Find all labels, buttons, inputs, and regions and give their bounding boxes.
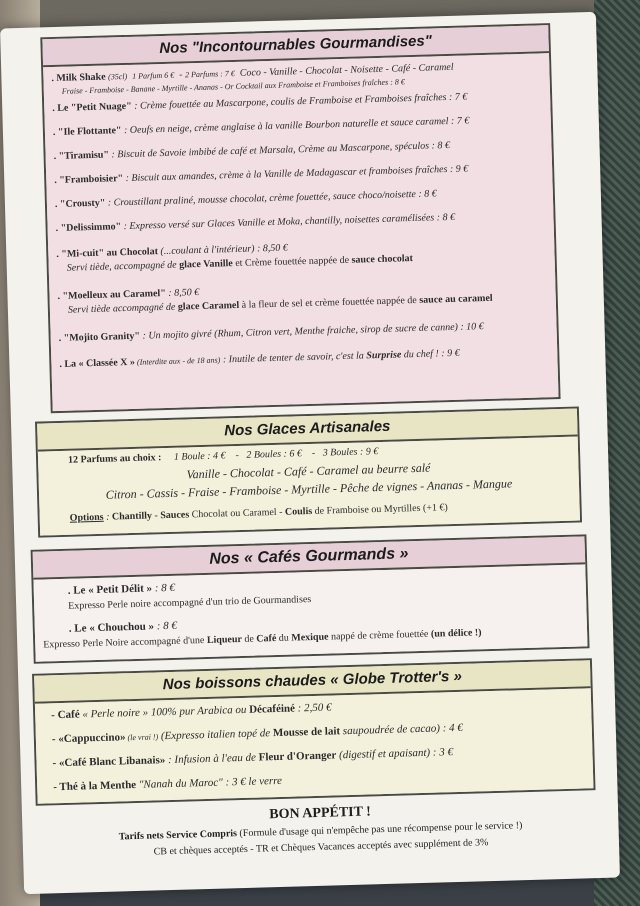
item-desc-end: du chef ! : 9 € <box>401 347 460 361</box>
milkshake-line: . Milk Shake (35cl) 1 Parfum 6 € - 2 Parfums : 7 € Coco - Vanille - Chocolat - Noisette - Café - Caramel <box>51 61 454 85</box>
item-name: - «Café Blanc Libanais» <box>52 754 166 770</box>
item-name: - «Cappuccino» <box>51 731 126 746</box>
menu-item <box>55 185 545 210</box>
item-note: (Interdite aux - de 18 ans) <box>134 355 221 367</box>
sauces-label: - Sauces <box>151 509 190 522</box>
desc-bold: sauce chocolat <box>351 253 414 266</box>
coulis-label: Coulis <box>284 505 313 518</box>
item-name: . "Mojito Granity" <box>58 330 141 344</box>
flavors-list-2: Fraise - Framboise - Banane - Myrtille - Ananas - <box>61 82 223 96</box>
item-size: (35cl) <box>107 71 128 82</box>
item-name: . "Moelleux au Caramel" <box>57 287 166 302</box>
menu-item <box>55 209 545 234</box>
item-name: . Le « Chouchou » <box>68 620 155 635</box>
desc-part: nappé de crème fouettée <box>328 628 432 643</box>
gourmandises-list <box>43 53 558 411</box>
flavors-list-2b: Or Cocktail aux Framboise et Framboises fraîches : 8 € <box>224 77 405 92</box>
desc-part: Expresso Perle Noire accompagné d'une <box>43 634 208 651</box>
menu-item <box>53 113 543 138</box>
desc-part: Servi tiède, accompagné de <box>66 259 180 274</box>
desc-part: et Crème fouettée nappée de <box>232 254 352 270</box>
tarifs-label: Tarifs nets Service Compris <box>118 828 238 843</box>
section-gourmandises <box>40 23 560 413</box>
item-price: : 8 € <box>151 581 176 595</box>
desc-bold: glace Caramel <box>177 299 240 313</box>
cafes-list <box>33 564 587 661</box>
item-name: . "Delissimmo" <box>55 221 122 235</box>
item-desc-end: (digestif et apaisant) : 3 € <box>336 746 454 762</box>
menu-card <box>0 12 620 894</box>
item-name: . "Crousty" <box>54 197 106 211</box>
item-desc: : Biscuit aux amandes, crème à la Vanille de Madagascar et framboises fraîches : 9 € <box>122 163 469 185</box>
item-name: . Le "Petit Nuage" <box>52 100 132 115</box>
coulis-list: de Framboise ou Myrtilles (+1 €) <box>312 502 448 517</box>
libanais-line <box>52 742 584 769</box>
boissons-list <box>35 688 594 803</box>
price-one-flavor: 1 Parfum 6 € <box>132 70 175 81</box>
glaces-prices-line: 12 Parfums au choix : 1 Boule : 4 € - 2 Boules : 6 € - 3 Boules : 9 € <box>67 446 379 466</box>
section-cafes <box>31 534 590 663</box>
item-desc: : Oeufs en neige, crème anglaise à la vanille Bourbon naturelle et sauce caramel : 7 € <box>121 115 470 137</box>
flavors-count: 12 Parfums au choix : <box>67 452 162 466</box>
glaces-options-line <box>70 499 572 524</box>
item-desc: : Inutile de tenter de savoir, c'est la <box>220 350 367 366</box>
item-price: : 2,50 € <box>294 701 332 715</box>
item-price: : 3 € le verre <box>222 774 283 789</box>
sauces-list: Chocolat ou Caramel - <box>189 506 286 521</box>
item-desc: : Crème fouettée au Mascarpone, coulis de Framboise et Framboises fraîches : 7 € <box>131 91 468 112</box>
item-note: (le vrai !) <box>125 732 159 743</box>
item-desc: (Expresso italien topé de <box>157 727 274 743</box>
tarifs-note: (Formule d'usage qui n'empêche pas une récompense pour le service !) <box>236 820 523 840</box>
desc-bold: Liqueur <box>206 633 243 646</box>
options-label: Options <box>69 511 104 524</box>
glaces-list <box>38 437 580 536</box>
item-name: . Le « Petit Délit » <box>67 582 153 597</box>
item-name: - Café <box>51 708 80 722</box>
item-name: . "Ile Flottante" <box>52 125 122 139</box>
price-one-scoop: 1 Boule : 4 € <box>173 450 226 463</box>
desc-bold: Décaféiné <box>248 702 296 716</box>
item-note: (...coulant à l'intérieur) : 8,50 € <box>157 242 288 258</box>
item-desc: : Infusion à l'eau de <box>165 751 259 767</box>
desc-bold: Mousse de lait <box>272 725 341 740</box>
petit-delit-desc: Expresso Perle noire accompagné d'un trio de Gourmandises <box>68 594 312 612</box>
desc-bold: glace Vanille <box>179 258 233 271</box>
desc-bold: sauce au caramel <box>419 292 493 306</box>
price-two-flavors: 2 Parfums : 7 € <box>184 68 235 80</box>
item-desc: : Un mojito givré (Rhum, Citron vert, Menthe fraiche, sirop de sucre de canne) : 10 € <box>139 321 484 342</box>
item-name: . "Mi-cuit" au Chocolat <box>56 246 159 261</box>
price-three-scoops: 3 Boules : 9 € <box>322 446 379 459</box>
item-desc-end: saupoudrée de cacao) : 4 € <box>339 721 464 738</box>
surprise-text: Surprise <box>366 349 402 362</box>
item-name: . La « Classée X » <box>59 356 136 370</box>
desc-part: de <box>241 633 257 645</box>
classee-line <box>59 345 549 370</box>
item-price: : 8,50 € <box>165 287 200 299</box>
desc-bold: Mexique <box>291 631 329 644</box>
option-chantilly: Chantilly <box>111 510 153 523</box>
item-price: : 8 € <box>153 619 178 633</box>
glaces-flavors-1: Vanille - Chocolat - Café - Caramel au beurre salé <box>186 460 431 482</box>
desc-bold: Fleur d'Oranger <box>258 749 337 764</box>
item-name: - Thé à la Menthe <box>53 778 137 794</box>
desc-part: Servi tiède accompagné de <box>67 301 178 316</box>
item-desc: "Nanah du Maroc" <box>135 776 223 791</box>
desc-part: du <box>276 632 292 645</box>
the-line <box>53 766 585 793</box>
desc-bold: Café <box>256 633 277 645</box>
item-desc: : Croustillant praliné, mousse chocolat, crème fouettée, sauce choco/noisette : 8 € <box>105 188 437 209</box>
item-name: . Milk Shake <box>51 71 106 85</box>
item-name: . "Tiramisu" <box>53 149 110 163</box>
section-title: Nos boissons chaudes « Globe Trotter's » <box>34 660 591 704</box>
glaces-flavors-2: Citron - Cassis - Fraise - Framboise - Myrtille - Pêche de vignes - Ananas - Mangue <box>105 476 513 502</box>
flavors-list: Coco - Vanille - Chocolat - Noisette - Café - Caramel <box>239 61 454 79</box>
section-title: Nos Glaces Artisanales <box>37 409 578 452</box>
section-glaces <box>35 406 582 537</box>
item-name: . "Framboisier" <box>54 173 124 187</box>
menu-item <box>54 161 544 186</box>
desc-part: à la fleur de sel et crème fouettée nappée de <box>239 294 420 311</box>
cappuccino-line <box>52 718 584 745</box>
bon-appetit: BON APPÉTIT ! <box>269 804 372 823</box>
menu-item <box>53 137 543 162</box>
item-desc: « Perle noire » 100% pur Arabica ou <box>79 703 250 721</box>
desc-bold: (un délice !) <box>430 627 482 640</box>
price-two-scoops: 2 Boules : 6 € <box>246 448 303 461</box>
options-colon: : <box>103 511 113 523</box>
section-title: Nos « Cafés Gourmands » <box>33 536 586 579</box>
payment-line: CB et chèques acceptés - TR et Chèques Vacances acceptés avec supplément de 3% <box>153 837 489 858</box>
item-desc: : Expresso versé sur Glaces Vanille et Moka, chantilly, noisettes caramélisées : 8 € <box>121 211 456 233</box>
mojito-line <box>59 319 549 344</box>
item-desc: : Biscuit de Savoie imbibé de café et Marsala, Crème au Mascarpone, spéculos : 8 € <box>108 139 451 161</box>
section-title: Nos "Incontournables Gourmandises" <box>42 25 549 67</box>
section-boissons <box>32 658 595 806</box>
